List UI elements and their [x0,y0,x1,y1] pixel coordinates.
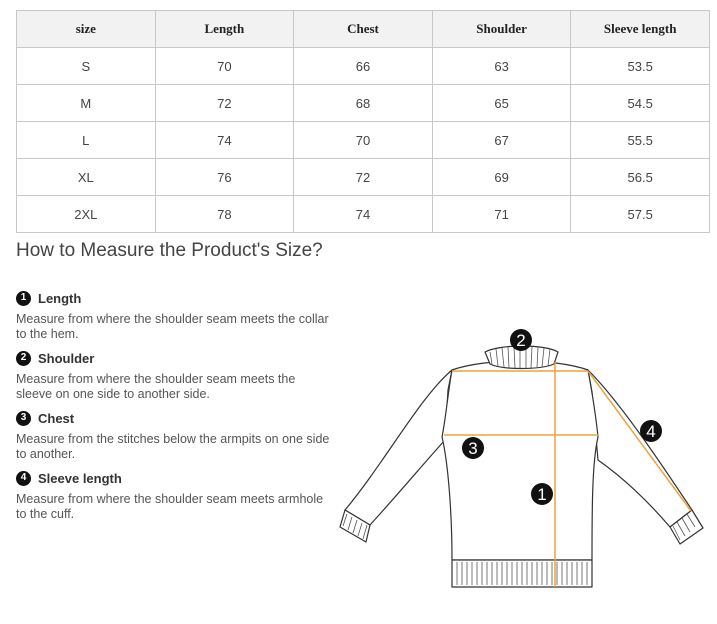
body-shape [442,361,598,560]
number-3-badge-icon: 3 [16,411,31,426]
cell-chest: 74 [294,196,433,233]
step-description: Measure from where the shoulder seam meets armhole to the cuff. [16,492,324,521]
table-row [17,196,710,233]
cell-sleeve-length: 55.5 [571,122,710,159]
cell-size: XL [17,159,156,196]
cell-length: 74 [155,122,294,159]
step-shoulder [16,348,331,402]
cell-size: 2XL [17,196,156,233]
step-description: Measure from where the shoulder seam meets the sleeve on one side to another side. [16,372,296,401]
table-row [17,85,710,122]
svg-text:4: 4 [646,422,656,441]
measure-steps [16,288,331,528]
cell-shoulder: 63 [432,48,571,85]
cell-chest: 72 [294,159,433,196]
header-size: size [17,11,156,48]
cell-sleeve-length: 57.5 [571,196,710,233]
cell-length: 78 [155,196,294,233]
svg-text:2: 2 [516,331,526,350]
number-4-badge-icon: 4 [16,471,31,486]
cell-shoulder: 65 [432,85,571,122]
cell-length: 72 [155,85,294,122]
size-chart-table [16,10,710,233]
right-sleeve-shape [588,370,692,527]
table-row [17,48,710,85]
table-row [17,122,710,159]
cell-chest: 70 [294,122,433,159]
cell-size: L [17,122,156,159]
svg-text:3: 3 [468,439,478,458]
table-header-row [17,11,710,48]
header-chest: Chest [294,11,433,48]
cell-shoulder: 67 [432,122,571,159]
step-description: Measure from where the shoulder seam meets the collar to the hem. [16,312,329,341]
step-title: Sleeve length [38,470,122,486]
cell-shoulder: 69 [432,159,571,196]
cell-chest: 68 [294,85,433,122]
step-length [16,288,331,342]
sweater-illustration [330,322,717,597]
number-2-badge-icon: 2 [16,351,31,366]
step-sleeve-length [16,468,331,522]
cell-length: 70 [155,48,294,85]
step-chest [16,408,331,462]
step-title: Length [38,290,82,306]
cell-size: S [17,48,156,85]
cell-length: 76 [155,159,294,196]
header-sleeve-length: Sleeve length [571,11,710,48]
measure-guide-heading: How to Measure the Product's Size? [16,240,323,261]
header-length: Length [155,11,294,48]
cell-shoulder: 71 [432,196,571,233]
header-shoulder: Shoulder [432,11,571,48]
svg-text:1: 1 [537,485,547,504]
cell-sleeve-length: 54.5 [571,85,710,122]
cell-sleeve-length: 53.5 [571,48,710,85]
cell-chest: 66 [294,48,433,85]
table-row [17,159,710,196]
step-description: Measure from the stitches below the armpits on one side to another. [16,432,330,461]
step-title: Shoulder [38,350,95,366]
left-sleeve-shape [345,370,452,525]
step-title: Chest [38,410,75,426]
cell-size: M [17,85,156,122]
cell-sleeve-length: 56.5 [571,159,710,196]
number-1-badge-icon: 1 [16,291,31,306]
sweater-measurement-diagram [330,322,717,597]
